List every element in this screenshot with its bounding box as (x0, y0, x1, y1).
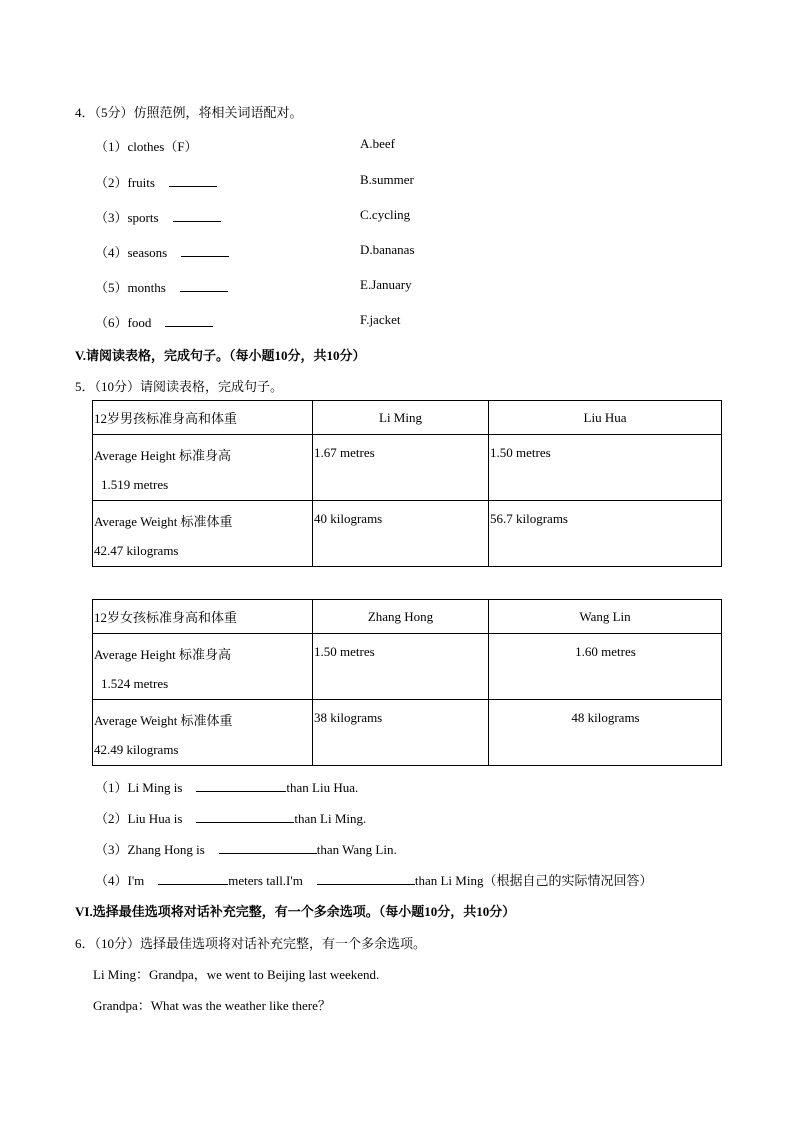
q4-right-item-e: E.January (360, 277, 412, 292)
table-row (93, 501, 722, 567)
q5-sentence-4: （4）I'm meters tall.I'm than Li Ming（根据自己的实际情况回答） (95, 873, 653, 888)
answer-blank[interactable] (180, 279, 228, 292)
table-cell: 1.67 metres (313, 435, 489, 501)
table-header-cell: Wang Lin (489, 600, 722, 634)
q4-left-item-6: （6）food (95, 312, 213, 331)
q4-title: 4．（5分）仿照范例，将相关词语配对。 (75, 105, 303, 120)
answer-blank[interactable] (196, 779, 286, 792)
section-v-heading: V.请阅读表格，完成句子。（每小题10分，共10分） (75, 348, 366, 363)
boys-standard-table (92, 400, 722, 567)
q5-sentence-2: （2）Liu Hua is than Li Ming. (95, 811, 367, 826)
section-vi-heading: VI.选择最佳选项将对话补充完整，有一个多余选项。（每小题10分，共10分） (75, 904, 516, 919)
answer-blank[interactable] (173, 209, 221, 222)
q5-sentence-1: （1）Li Ming is than Liu Hua. (95, 780, 359, 795)
answer-blank[interactable] (158, 872, 228, 885)
answer-blank[interactable] (181, 244, 229, 257)
answer-blank[interactable] (317, 872, 415, 885)
table-cell: 1.60 metres (489, 634, 722, 700)
table-cell: Average Height 标准身高 1.524 metres (93, 634, 313, 700)
q4-left-item-5: （5）months (95, 277, 228, 296)
table-header-cell: 12岁女孩标准身高和体重 (93, 600, 313, 634)
table-header-cell: Zhang Hong (313, 600, 489, 634)
q4-right-item-c: C.cycling (360, 207, 411, 222)
dialogue-line-2: Grandpa：What was the weather like there？ (93, 998, 331, 1013)
q5-sentence-3: （3）Zhang Hong is than Wang Lin. (95, 842, 397, 857)
table-row (93, 700, 722, 766)
table-cell: Average Weight 标准体重 42.49 kilograms (93, 700, 313, 766)
q4-right-item-b: B.summer (360, 172, 414, 187)
q4-right-item-a: A.beef (360, 136, 396, 151)
q4-left-item-2: （2）fruits (95, 172, 217, 191)
answer-blank[interactable] (169, 174, 217, 187)
table-cell: Average Height 标准身高 1.519 metres (93, 435, 313, 501)
table-row (93, 634, 722, 700)
dialogue-line-1: Li Ming：Grandpa，we went to Beijing last weekend. (93, 967, 380, 982)
table-header-cell: 12岁男孩标准身高和体重 (93, 401, 313, 435)
q4-left-item-1: （1）clothes（F） (95, 139, 198, 154)
answer-blank[interactable] (219, 841, 317, 854)
answer-blank[interactable] (165, 314, 213, 327)
q4-right-item-d: D.bananas (360, 242, 415, 257)
q4-right-item-f: F.jacket (360, 312, 401, 327)
q6-title: 6．（10分）选择最佳选项将对话补充完整，有一个多余选项。 (75, 936, 427, 951)
q4-left-item-3: （3）sports (95, 207, 221, 226)
answer-blank[interactable] (196, 810, 294, 823)
table-cell: 56.7 kilograms (489, 501, 722, 567)
table-header-cell: Liu Hua (489, 401, 722, 435)
q5-title: 5．（10分）请阅读表格，完成句子。 (75, 379, 284, 394)
table-row (93, 435, 722, 501)
table-cell: 1.50 metres (489, 435, 722, 501)
table-header-cell: Li Ming (313, 401, 489, 435)
table-cell: 40 kilograms (313, 501, 489, 567)
table-cell: 1.50 metres (313, 634, 489, 700)
girls-standard-table (92, 599, 722, 766)
table-cell: Average Weight 标准体重 42.47 kilograms (93, 501, 313, 567)
table-cell: 38 kilograms (313, 700, 489, 766)
q4-left-item-4: （4）seasons (95, 242, 229, 261)
table-cell: 48 kilograms (489, 700, 722, 766)
